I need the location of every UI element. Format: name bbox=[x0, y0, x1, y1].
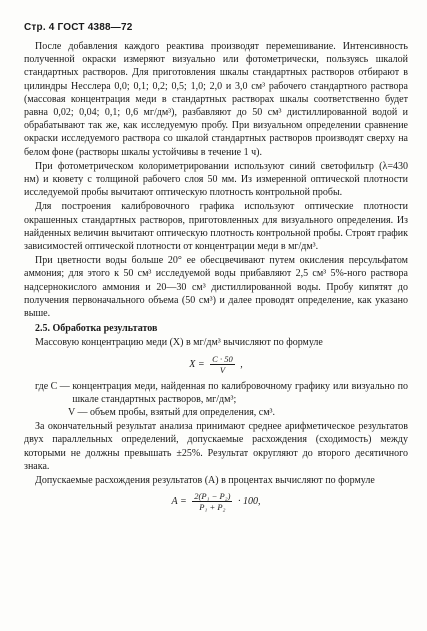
definition-symbol: V — bbox=[68, 407, 91, 419]
formula-a bbox=[24, 491, 408, 512]
formula-eq: = bbox=[179, 496, 187, 508]
definition-text: концентрация меди, найденная по калибровочному графику или визуально по шкале стандартных растворов, мг/дм³; bbox=[72, 380, 408, 405]
paragraph: Для построения калибровочного графика используют оптические плотности окрашенных стандартных растворов, приготовленных для визуального определения. Из найденных величин вычитают оптическую плотность контрольной пробы. Строят график зависимостей оптической плотности от концентрации меди в мг/дм³. bbox=[24, 201, 408, 253]
paragraph: При фотометрическом колориметрировании используют синий светофильтр (λ=430 нм) и кювету с толщиной рабочего слоя 50 мм. Из измеренной оптической плотности исследуемой пробы вычитают оптическую плотность контрольной пробы. bbox=[24, 160, 408, 199]
paragraph: Массовую концентрацию меди (X) в мг/дм³ вычисляют по формуле bbox=[35, 337, 323, 349]
paragraph: При цветности воды больше 20° ее обесцвечивают путем окисления персульфатом аммония; для этого к 50 см³ исследуемой воды прибавляют 2,5 см³ 5%-ного раствора надсернокислого аммония и 20—30 см³ дистиллированной воды. Пробу кипятят до получения первоначального объема (50 см³) и далее проводят определение, как указано выше. bbox=[24, 255, 408, 320]
formula-tail: , bbox=[240, 358, 243, 370]
page-header: Стр. 4 ГОСТ 4388—72 bbox=[24, 22, 133, 33]
formula-x bbox=[24, 354, 408, 375]
formula-lhs: X bbox=[189, 358, 196, 370]
definition-item bbox=[24, 406, 408, 419]
formula-denominator: V bbox=[219, 364, 226, 375]
paragraph: Допускаемые расхождения результатов (A) в процентах вычисляют по формуле bbox=[35, 475, 375, 487]
paragraph: За окончательный результат анализа принимают среднее арифметическое результатов двух параллельных определений, допускаемые расхождения (сходимость) между которыми не должны превышать ±25%. Результат округляют до второго десятичного знака. bbox=[24, 421, 408, 472]
formula-numerator: C · 50 bbox=[212, 353, 233, 364]
formula-denominator: P₁ + P₂ bbox=[199, 502, 226, 513]
formula-numerator: 2(P₁ − P₂) bbox=[194, 491, 231, 502]
document-body bbox=[24, 40, 408, 517]
formula-tail: · 100, bbox=[237, 496, 261, 508]
definition-item bbox=[24, 380, 408, 406]
formula-lhs: A bbox=[171, 496, 178, 508]
definition-text: объем пробы, взятый для определения, см³. bbox=[90, 407, 276, 419]
formula-fraction bbox=[192, 491, 232, 512]
formula-fraction bbox=[210, 354, 235, 375]
definition-symbol: где C — bbox=[35, 380, 73, 392]
section-title: 2.5. Обработка результатов bbox=[35, 323, 158, 335]
definitions bbox=[24, 380, 408, 420]
paragraph: После добавления каждого реактива производят перемешивание. Интенсивность полученной окраски измеряют визуально или фотометрически, пользуясь шкалой стандартных растворов. Для приготовления шкалы стандартных растворов отбирают в цилиндры Несслера 0,0; 0,1; 0,2; 0,5; 1,0; 2,0 и 3,0 см³ рабочего стандартного раствора (массовая концентрация меди в стандартных растворах шкалы соответственно будет равна 0,02; 0,04; 0,1; 0,6 мг/дм³), разбавляют до 50 см³ дистиллированной водой и обрабатывают так же, как исследуемую пробу. При визуальном определении сравнение окраски исследуемого раствора со шкалой стандартных растворов производят сверху на белом фоне (растворы шкалы устойчивы в течение 1 ч). bbox=[24, 41, 408, 158]
formula-eq: = bbox=[197, 358, 205, 370]
